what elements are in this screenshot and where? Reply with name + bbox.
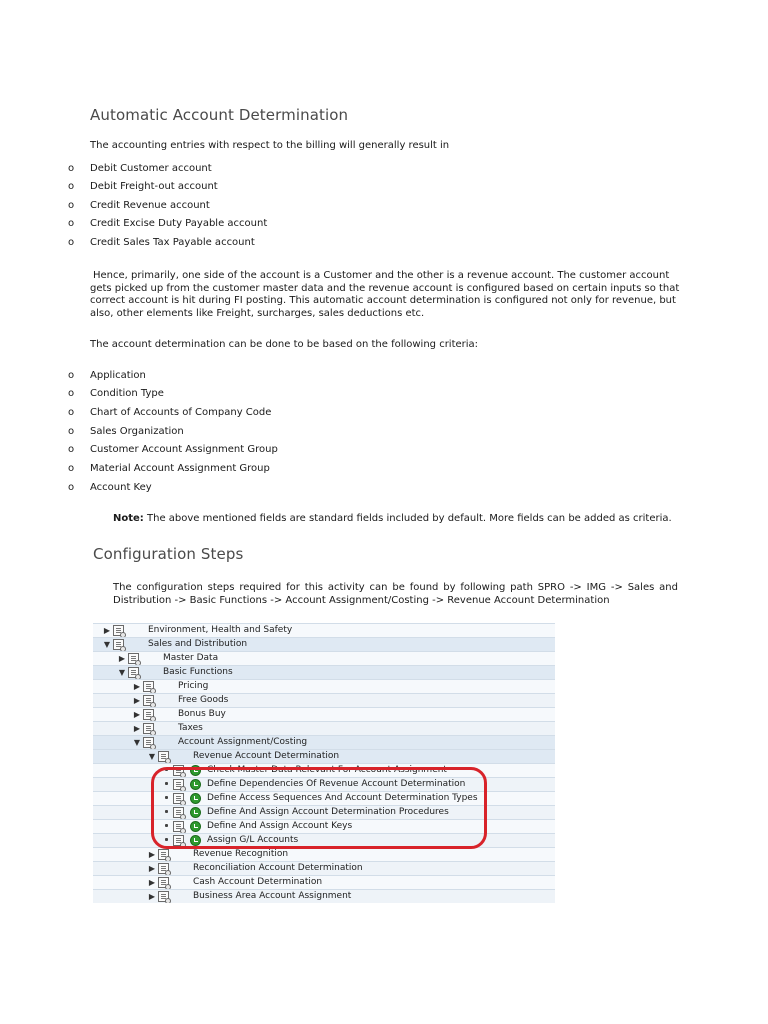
- list-item: Application: [90, 370, 146, 381]
- document-icon: [158, 751, 169, 762]
- note: [113, 513, 672, 526]
- tree-node[interactable]: [93, 875, 555, 890]
- intro-text: The accounting entries with respect to the billing will generally result in: [90, 140, 450, 151]
- tree-node-label: Environment, Health and Safety: [148, 625, 293, 635]
- bullet-marker: o: [68, 200, 75, 211]
- list-item: Debit Freight-out account: [90, 181, 218, 192]
- triangle-right-icon[interactable]: ▶: [148, 878, 156, 887]
- tree-node-label: Revenue Account Determination: [193, 751, 340, 761]
- tree-node[interactable]: [93, 889, 555, 903]
- tree-node-label: Define Dependencies Of Revenue Account Determination: [207, 779, 466, 789]
- tree-node-label: Check Master Data Relevant For Account Assignment: [207, 765, 447, 775]
- list-item: Material Account Assignment Group: [90, 463, 270, 474]
- triangle-right-icon[interactable]: ▶: [148, 864, 156, 873]
- highlight-box: [151, 767, 487, 849]
- tree-node-label: Bonus Buy: [178, 709, 226, 719]
- document-icon: [158, 849, 169, 860]
- bullet-marker: o: [68, 482, 75, 493]
- criteria-intro: The account determination can be done to be based on the following criteria:: [90, 339, 479, 350]
- bullet-marker: o: [68, 444, 75, 455]
- triangle-right-icon[interactable]: ▶: [133, 696, 141, 705]
- bullet-marker: o: [68, 370, 75, 381]
- bullet-marker: o: [68, 237, 75, 248]
- tree-node[interactable]: [93, 651, 555, 666]
- tree-node[interactable]: [93, 623, 555, 638]
- document-icon: [143, 681, 154, 692]
- document-icon: [143, 695, 154, 706]
- tree-node-label: Define Access Sequences And Account Determination Types: [207, 793, 478, 803]
- tree-node[interactable]: [93, 847, 555, 862]
- bullet-marker: o: [68, 463, 75, 474]
- document-icon: [128, 653, 139, 664]
- triangle-right-icon[interactable]: ▶: [148, 892, 156, 901]
- tree-node-label: Assign G/L Accounts: [207, 835, 299, 845]
- list-item: Chart of Accounts of Company Code: [90, 407, 272, 418]
- list-item: Debit Customer account: [90, 163, 212, 174]
- tree-node-label: Sales and Distribution: [148, 639, 248, 649]
- tree-node[interactable]: [93, 707, 555, 722]
- list-item: Condition Type: [90, 388, 164, 399]
- tree-node[interactable]: [93, 721, 555, 736]
- tree-node-label: Define And Assign Account Keys: [207, 821, 353, 831]
- document-icon: [143, 737, 154, 748]
- document-icon: [113, 639, 124, 650]
- tree-node-label: Revenue Recognition: [193, 849, 289, 859]
- explanation-paragraph: Hence, primarily, one side of the account is a Customer and the other is a revenue account. The customer account gets picked up from the customer master data and the revenue account is configured based on certain inputs so that correct account is hit during FI posting. This automatic account determination is configured not only for revenue, but also, other elements like Freight, surcharges, sales deductions etc.: [90, 270, 680, 319]
- tree-node-label: Taxes: [178, 723, 203, 733]
- tree-node[interactable]: [93, 679, 555, 694]
- tree-node-label: Account Assignment/Costing: [178, 737, 308, 747]
- bullet-marker: o: [68, 163, 75, 174]
- bullet-marker: o: [68, 218, 75, 229]
- tree-node[interactable]: [93, 637, 555, 652]
- triangle-right-icon[interactable]: ▶: [133, 682, 141, 691]
- triangle-down-icon[interactable]: ▼: [133, 738, 141, 747]
- list-item: Credit Excise Duty Payable account: [90, 218, 268, 229]
- tree-node[interactable]: [93, 735, 555, 750]
- tree-node-label: Basic Functions: [163, 667, 233, 677]
- tree-node-label: Pricing: [178, 681, 209, 691]
- triangle-right-icon[interactable]: ▶: [133, 724, 141, 733]
- bullet-marker: o: [68, 388, 75, 399]
- document-icon: [143, 709, 154, 720]
- tree-node-label: Cash Account Determination: [193, 877, 323, 887]
- document-icon: [113, 625, 124, 636]
- configuration-path-text: The configuration steps required for this activity can be found by following path SPRO -> IMG -> Sales and Distribution -> Basic Functions -> Account Assignment/Costing -> Revenue Account Determination: [113, 582, 678, 606]
- img-tree: [93, 623, 555, 903]
- document-icon: [158, 877, 169, 888]
- tree-node[interactable]: [93, 861, 555, 876]
- document-icon: [158, 863, 169, 874]
- list-item: Credit Revenue account: [90, 200, 210, 211]
- note-text: The above mentioned fields are standard fields included by default. More fields can be added as criteria.: [147, 513, 672, 524]
- note-label: Note:: [113, 513, 144, 524]
- list-item: Customer Account Assignment Group: [90, 444, 278, 455]
- document-icon: [143, 723, 154, 734]
- triangle-right-icon[interactable]: ▶: [148, 850, 156, 859]
- triangle-right-icon[interactable]: ▶: [133, 710, 141, 719]
- tree-node-label: Master Data: [163, 653, 219, 663]
- bullet-marker: o: [68, 181, 75, 192]
- triangle-right-icon[interactable]: ▶: [103, 626, 111, 635]
- list-item: Account Key: [90, 482, 152, 493]
- heading-configuration-steps: Configuration Steps: [93, 545, 244, 563]
- heading-automatic-account-determination: Automatic Account Determination: [90, 106, 349, 124]
- tree-node[interactable]: [93, 665, 555, 680]
- bullet-marker: o: [68, 407, 75, 418]
- triangle-down-icon[interactable]: ▼: [148, 752, 156, 761]
- tree-node-label: Reconciliation Account Determination: [193, 863, 363, 873]
- triangle-down-icon[interactable]: ▼: [118, 668, 126, 677]
- tree-node-label: Business Area Account Assignment: [193, 891, 352, 901]
- list-item: Credit Sales Tax Payable account: [90, 237, 255, 248]
- document-icon: [158, 891, 169, 902]
- tree-node-label: Free Goods: [178, 695, 229, 705]
- triangle-right-icon[interactable]: ▶: [118, 654, 126, 663]
- bullet-marker: o: [68, 426, 75, 437]
- list-item: Sales Organization: [90, 426, 184, 437]
- triangle-down-icon[interactable]: ▼: [103, 640, 111, 649]
- tree-node[interactable]: [93, 693, 555, 708]
- document-icon: [128, 667, 139, 678]
- tree-node[interactable]: [93, 749, 555, 764]
- tree-node-label: Define And Assign Account Determination Procedures: [207, 807, 449, 817]
